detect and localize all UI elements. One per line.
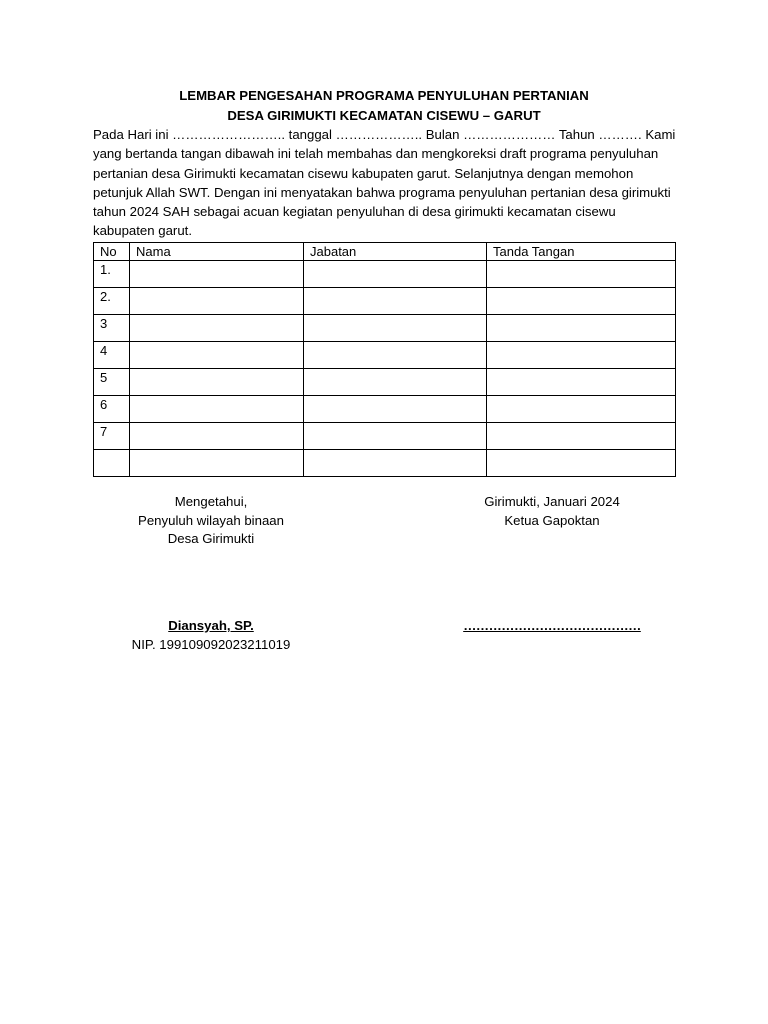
header-nama: Nama <box>130 243 304 261</box>
header-tanda-tangan: Tanda Tangan <box>487 243 676 261</box>
table-row <box>94 342 676 369</box>
table-header-row <box>94 243 676 261</box>
row-number: 7 <box>94 423 130 450</box>
jabatan-cell <box>304 396 487 423</box>
right-signature-line-1: Girimukti, Januari 2024 <box>484 494 620 509</box>
table-row <box>94 261 676 288</box>
nama-cell <box>130 288 304 315</box>
jabatan-cell <box>304 288 487 315</box>
left-signer-nip: NIP. 199109092023211019 <box>131 637 291 652</box>
row-number <box>94 450 130 477</box>
left-signature-line-2: Penyuluh wilayah binaan <box>138 512 284 528</box>
row-number: 5 <box>94 369 130 396</box>
row-number: 3 <box>94 315 130 342</box>
left-signer-name: Diansyah, SP. <box>168 618 254 633</box>
tanda-tangan-cell <box>487 288 676 315</box>
table-row <box>94 450 676 477</box>
header-jabatan: Jabatan <box>304 243 487 261</box>
table-row <box>94 288 676 315</box>
nama-cell <box>130 450 304 477</box>
jabatan-cell <box>304 423 487 450</box>
tanda-tangan-cell <box>487 423 676 450</box>
nama-cell <box>130 396 304 423</box>
table-row <box>94 423 676 450</box>
tanda-tangan-cell <box>487 450 676 477</box>
nama-cell <box>130 315 304 342</box>
row-number: 1. <box>94 261 130 288</box>
table-row <box>94 369 676 396</box>
row-number: 6 <box>94 396 130 423</box>
right-signature-line-2: Ketua Gapoktan <box>504 512 600 528</box>
jabatan-cell <box>304 342 487 369</box>
tanda-tangan-cell <box>487 315 676 342</box>
right-signature-block <box>452 493 652 530</box>
nama-cell <box>130 423 304 450</box>
jabatan-cell <box>304 450 487 477</box>
document-title-line-2: DESA GIRIMUKTI KECAMATAN CISEWU – GARUT <box>227 108 541 123</box>
left-signature-line-3: Desa Girimukti <box>167 531 255 546</box>
tanda-tangan-cell <box>487 396 676 423</box>
table-row <box>94 315 676 342</box>
document-title-line-1: LEMBAR PENGESAHAN PROGRAMA PENYULUHAN PERTANIAN <box>179 88 589 103</box>
row-number: 2. <box>94 288 130 315</box>
body-paragraph: Pada Hari ini …………………….. tanggal ……………….. Bulan ………………… Tahun ………. Kami yang bertanda tangan dibawah ini telah membahas dan mengkoreksi draft programa penyuluhan pertanian desa Girimukti kecamatan cisewu kabupaten garut. Selanjutnya dengan memohon petunjuk Allah SWT. Dengan ini menyatakan bahwa programa penyuluhan pertanian desa girimukti tahun 2024 SAH sebagai acuan kegiatan penyuluhan di desa girimukti kecamatan cisewu kabupaten garut. <box>93 127 676 239</box>
jabatan-cell <box>304 261 487 288</box>
header-no: No <box>94 243 130 261</box>
nama-cell <box>130 369 304 396</box>
right-signer-name-placeholder: …………………………………… <box>463 618 641 633</box>
tanda-tangan-cell <box>487 369 676 396</box>
left-signature-line-1: Mengetahui, <box>174 494 248 509</box>
tanda-tangan-cell <box>487 261 676 288</box>
jabatan-cell <box>304 369 487 396</box>
tanda-tangan-cell <box>487 342 676 369</box>
nama-cell <box>130 342 304 369</box>
jabatan-cell <box>304 315 487 342</box>
left-signature-block <box>111 493 311 549</box>
row-number: 4 <box>94 342 130 369</box>
nama-cell <box>130 261 304 288</box>
signature-table <box>93 242 676 477</box>
table-row <box>94 396 676 423</box>
